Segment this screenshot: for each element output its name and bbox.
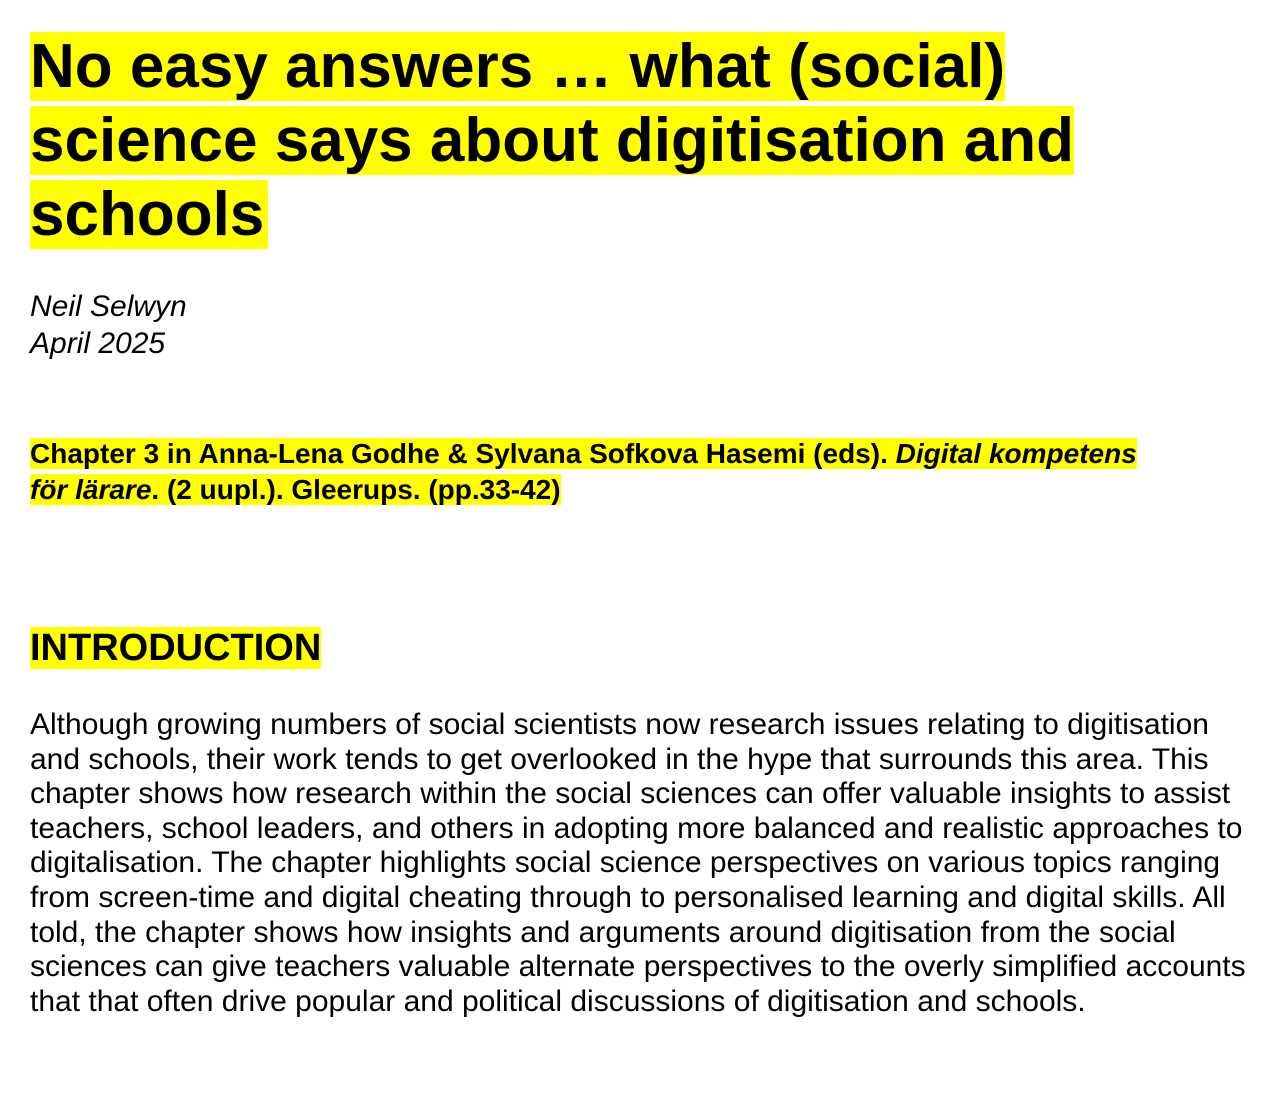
intro-paragraph: Although growing numbers of social scientists now research issues relating to digitisation and schools, their work tends to get overlooked in the hype that surrounds this area. This chapter shows how research within the social sciences can offer valuable insights to assist teachers, school leaders, and others in adopting more balanced and realistic approaches to digitalisation. The chapter highlights social science perspectives on various topics ranging from screen-time and digital cheating through to personalised learning and digital skills. All told, the chapter shows how insights and arguments around digitisation from the social sciences can give teachers valuable alternate perspectives to the overly simplified accounts that that often drive popular and political discussions of digitisation and schools.: [30, 708, 1246, 1018]
section-heading-text: INTRODUCTION: [30, 627, 322, 669]
document-title-text: No easy answers … what (social) science says about digitisation and schools: [30, 32, 1074, 249]
author-name: Neil Selwyn: [30, 290, 187, 323]
document-title: [30, 30, 1210, 252]
citation-prefix: Chapter 3 in Anna-Lena Godhe & Sylvana Sofkova Hasemi (eds).: [30, 438, 896, 469]
section-heading: [30, 624, 321, 672]
chapter-citation: [30, 436, 1180, 508]
byline: [30, 288, 187, 362]
publication-date: April 2025: [30, 327, 166, 360]
citation-book-title: Digital kompetens för lärare: [30, 438, 1137, 505]
citation-suffix: . (2 uupl.). Gleerups. (pp.33-42): [151, 474, 561, 505]
